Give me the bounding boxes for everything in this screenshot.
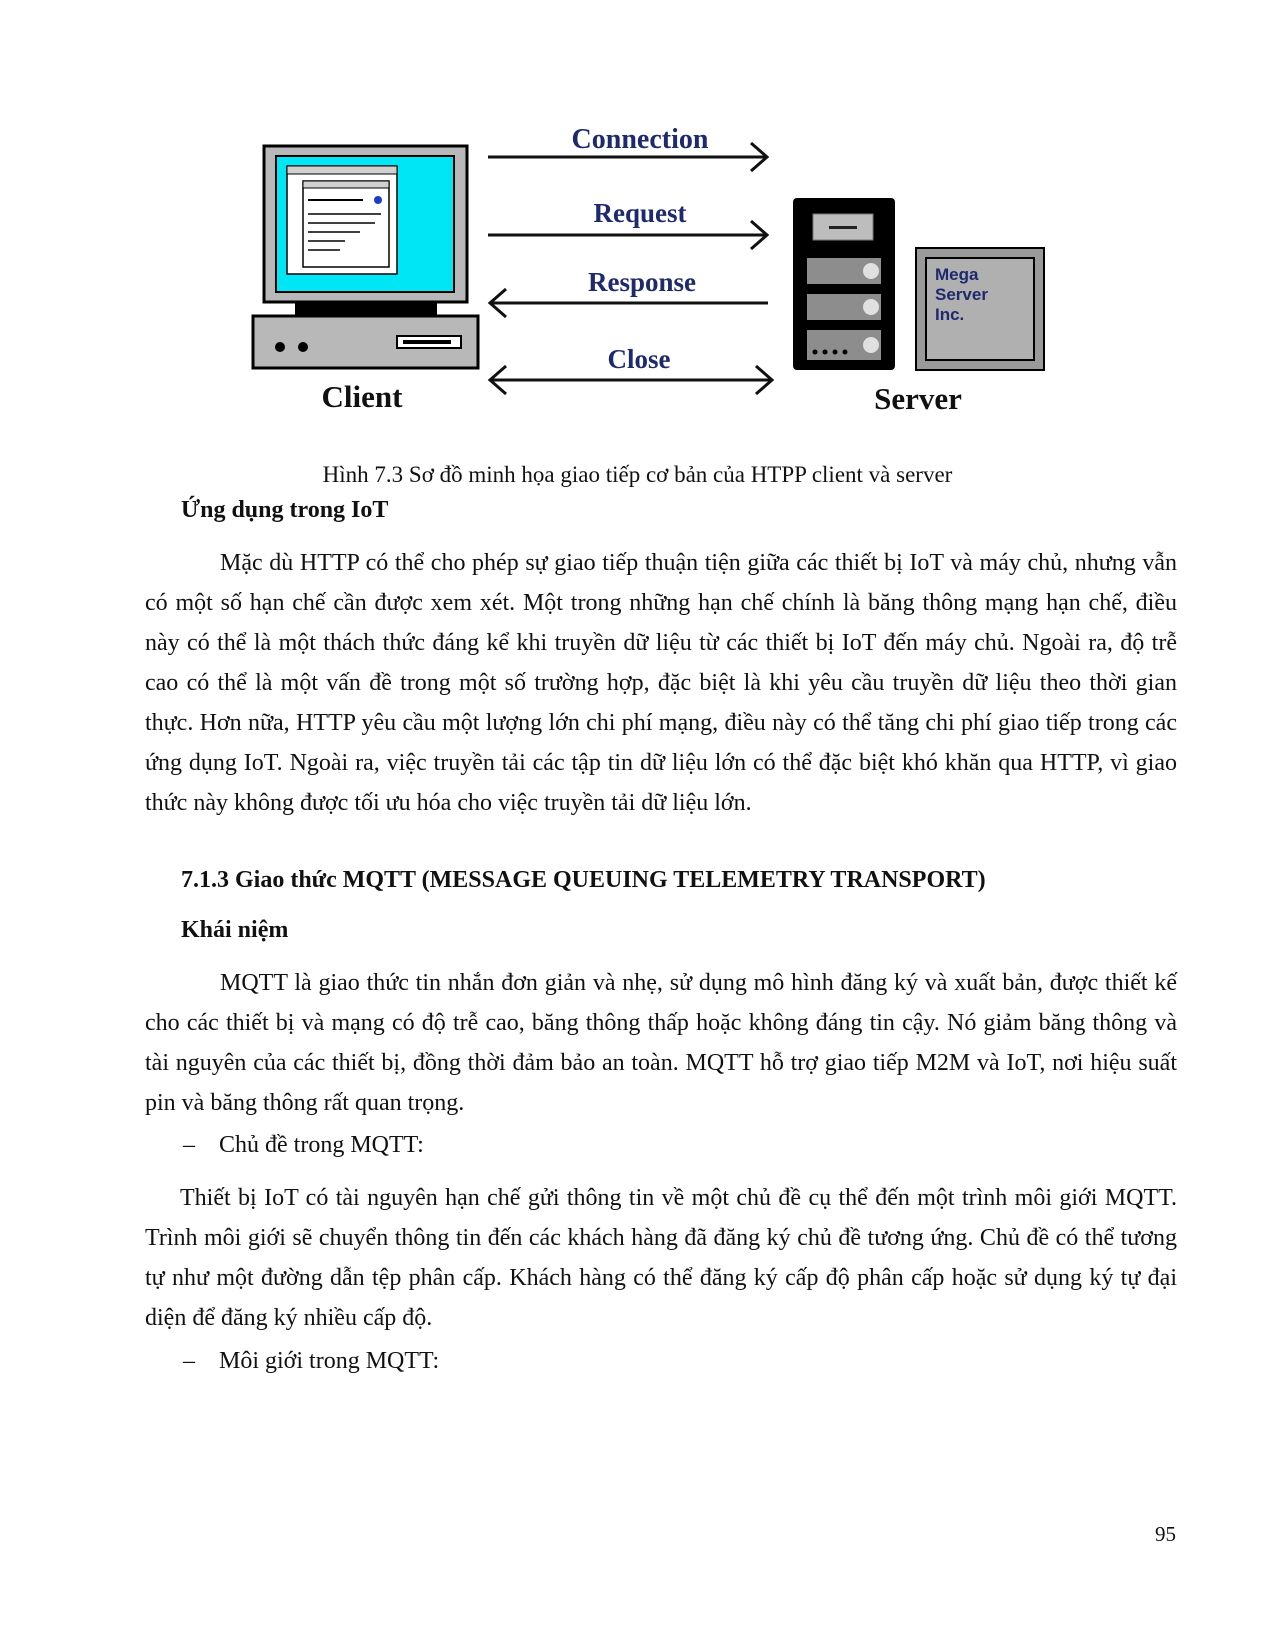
bullet-dash: – (183, 1348, 195, 1374)
client-computer-icon (253, 146, 478, 368)
server-tower-icon (793, 198, 895, 370)
bullet-dash: – (183, 1132, 195, 1158)
bullet-broker (183, 1348, 439, 1375)
page-number: 95 (1155, 1522, 1176, 1546)
close-label: Close (607, 344, 671, 374)
bullet-topic-text: Chủ đề trong MQTT: (219, 1132, 424, 1158)
client-label: Client (321, 379, 403, 414)
mega-server-line-2: Server (935, 285, 988, 304)
request-label: Request (593, 198, 687, 228)
paragraph-concept: MQTT là giao thức tin nhắn đơn giản và nhẹ, sử dụng mô hình đăng ký và xuất bản, được thiết kế cho các thiết bị và mạng có độ trễ cao, băng thông thấp hoặc không đáng tin cậy. Nó giảm băng thông và tài nguyên của các thiết bị, đồng thời đảm bảo an toàn. MQTT hỗ trợ giao tiếp M2M và IoT, nơi hiệu suất pin và băng thông rất quan trọng. (145, 970, 1177, 1116)
response-label: Response (587, 267, 697, 297)
paragraph-iot: Mặc dù HTTP có thể cho phép sự giao tiếp thuận tiện giữa các thiết bị IoT và máy chủ, nhưng vẫn có một số hạn chế cần được xem xét. Một trong những hạn chế chính là băng thông mạng hạn chế, điều này có thể là một thách thức đáng kể khi truyền dữ liệu từ các thiết bị IoT đến máy chủ. Ngoài ra, độ trễ cao có thể là một vấn đề trong một số trường hợp, đặc biệt là khi yêu cầu truyền dữ liệu theo thời gian thực. Hơn nữa, HTTP yêu cầu một lượng lớn chi phí mạng, điều này có thể tăng chi phí giao tiếp trong các ứng dụng IoT. Ngoài ra, việc truyền tải các tập tin dữ liệu lớn có thể đặc biệt khó khăn qua HTTP, vì giao thức này không được tối ưu hóa cho việc truyền tải dữ liệu lớn. (145, 550, 1177, 816)
figure-caption: Hình 7.3 Sơ đồ minh họa giao tiếp cơ bản của HTPP client và server (322, 462, 953, 487)
section-heading-concept: Khái niệm (181, 917, 289, 943)
bullet-broker-text: Môi giới trong MQTT: (219, 1348, 440, 1374)
mega-server-line-3: Inc. (935, 305, 965, 324)
paragraph-topic: Thiết bị IoT có tài nguyên hạn chế gửi thông tin về một chủ đề cụ thể đến một trình môi giới MQTT. Trình môi giới sẽ chuyển thông tin đến các khách hàng đã đăng ký chủ đề tương ứng. Chủ đề có thể tương tự như một đường dẫn tệp phân cấp. Khách hàng có thể đăng ký cấp độ phân cấp hoặc sử dụng ký tự đại diện để đăng ký nhiều cấp độ. (145, 1185, 1177, 1331)
connection-label: Connection (571, 124, 709, 155)
section-heading-iot: Ứng dụng trong IoT (181, 497, 389, 523)
mega-server-line-1: Mega (935, 265, 979, 284)
http-client-server-diagram (245, 110, 1065, 440)
bullet-topic (183, 1132, 424, 1159)
mega-server-box (916, 248, 1044, 370)
diagram-svg (245, 110, 1065, 440)
server-label: Server (874, 381, 962, 416)
section-heading-mqtt: 7.1.3 Giao thức MQTT (MESSAGE QUEUING TELEMETRY TRANSPORT) (181, 867, 986, 893)
